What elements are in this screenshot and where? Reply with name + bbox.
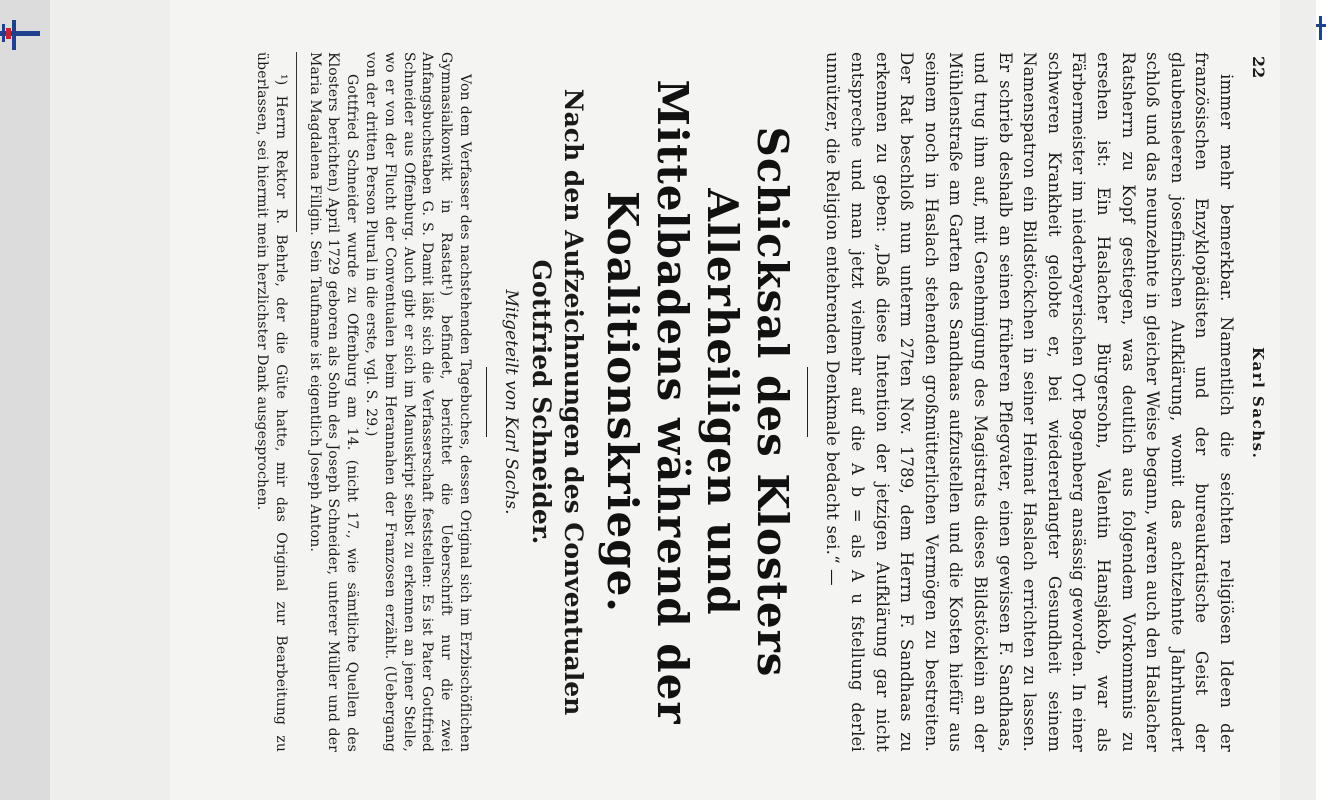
body-paragraph: Gottfried Schneider wurde zu Offenburg am 14. (nicht 17., wie sämtliche Quellen des Klosters berichten) April 1729 geboren als Sohn des Joseph Schneider, unterer Müller und der Maria Magdalena Fillgin. Sein Taufname ist eigentlich Joseph Anton.: [306, 52, 361, 752]
running-head: Karl Sachs.: [1249, 346, 1267, 460]
section-divider-2: [486, 367, 487, 437]
library-logo-icon: [0, 14, 40, 54]
article-title: Schicksal des Klosters Allerheiligen und Mittelbadens während der Koalitionskriege.: [597, 79, 797, 725]
footnote: ¹) Herrn Rektor R. Behrle, der die Güte hatte, mir das Original zur Bearbeitung zu überlassen, sei hiermit mein herzlichster Dank ausgesprochen.: [253, 52, 289, 752]
viewer-sidebar: [0, 0, 50, 800]
footnote-divider: [296, 52, 297, 232]
author-line: Mitgeteilt von Karl Sachs.: [500, 289, 521, 515]
page-edge: [1316, 0, 1326, 800]
scan-marker-icon: [1316, 16, 1326, 40]
page-number: 22: [1249, 56, 1268, 79]
section-divider: [807, 367, 808, 437]
article-subtitle: Nach den Aufzeichnungen des Conventualen Gottfried Schneider.: [526, 88, 588, 716]
rotated-page-content: [206, 52, 1268, 752]
scanned-page-viewport[interactable]: [50, 0, 1326, 800]
intro-paragraph: immer mehr bemerkbar. Namentlich die seichten religiösen Ideen der französischen Enzyklopädisten und der bureaukratische Geist der glaubensleeren josefinischen Aufklärung, womit das achtzehnte Jahrhundert schloß und das neunzehnte in gleicher Weise begann, waren auch den Haslacher Ratsherrn zu Kopf gestiegen, was deutlich aus folgendem Vorkommnis zu ersehen ist: Ein Haslacher Bürgersohn, Valentin Hansjakob, war als Färbermeister im niederbayerischen Ort Bogenberg ansässig geworden. In einer schweren Krankheit gelobte er, bei wiedererlangter Gesundheit seinem Namenspatron ein Bildstöckchen in seiner Heimat Haslach errichten zu lassen. Er schrieb deshalb an seinen früheren Pflegvater, einen gewissen F. Sandhaas, und trug ihm auf, mit Genehmigung des Magistrats dieses Bildstöcklein an der Mühlenstraße am Garten des Sandhaas aufzustellen und die Kosten hiefür aus seinem noch in Haslach stehenden großmütterlichen Vermögen zu bestreiten. Der Rat beschloß nun unterm 27ten Nov. 1789, dem Herrn F. Sandhaas zu erkennen zu geben: „Daß diese Intention der jetzigen Aufklärung gar nicht entspreche und man jetzt vielmehr auf die A b = als A u fstellung derlei unnützer, die Religion entehrenden Denkmale bedacht sei.“ —: [823, 52, 1236, 752]
body-paragraph: Von dem Verfasser des nachstehenden Tagebuches, dessen Original sich im Erzbischöflichen Gymnasialkonvikt in Rastatt¹) befindet, berichtet die Ueberschrift nur die zwei Anfangsbuchstaben G. S. Damit läßt sich die Verfasserschaft feststellen: Es ist Pater Gottfried Schneider aus Offenburg. Auch gibt er sich im Manuskript selbst zu erkennen an jener Stelle, wo er von der Flucht der Conventualen beim Herannahen der Franzosen erzählt. (Uebergang von der dritten Person Plural in die erste, vgl. S. 29.): [362, 52, 473, 752]
page-header: [1238, 52, 1268, 752]
